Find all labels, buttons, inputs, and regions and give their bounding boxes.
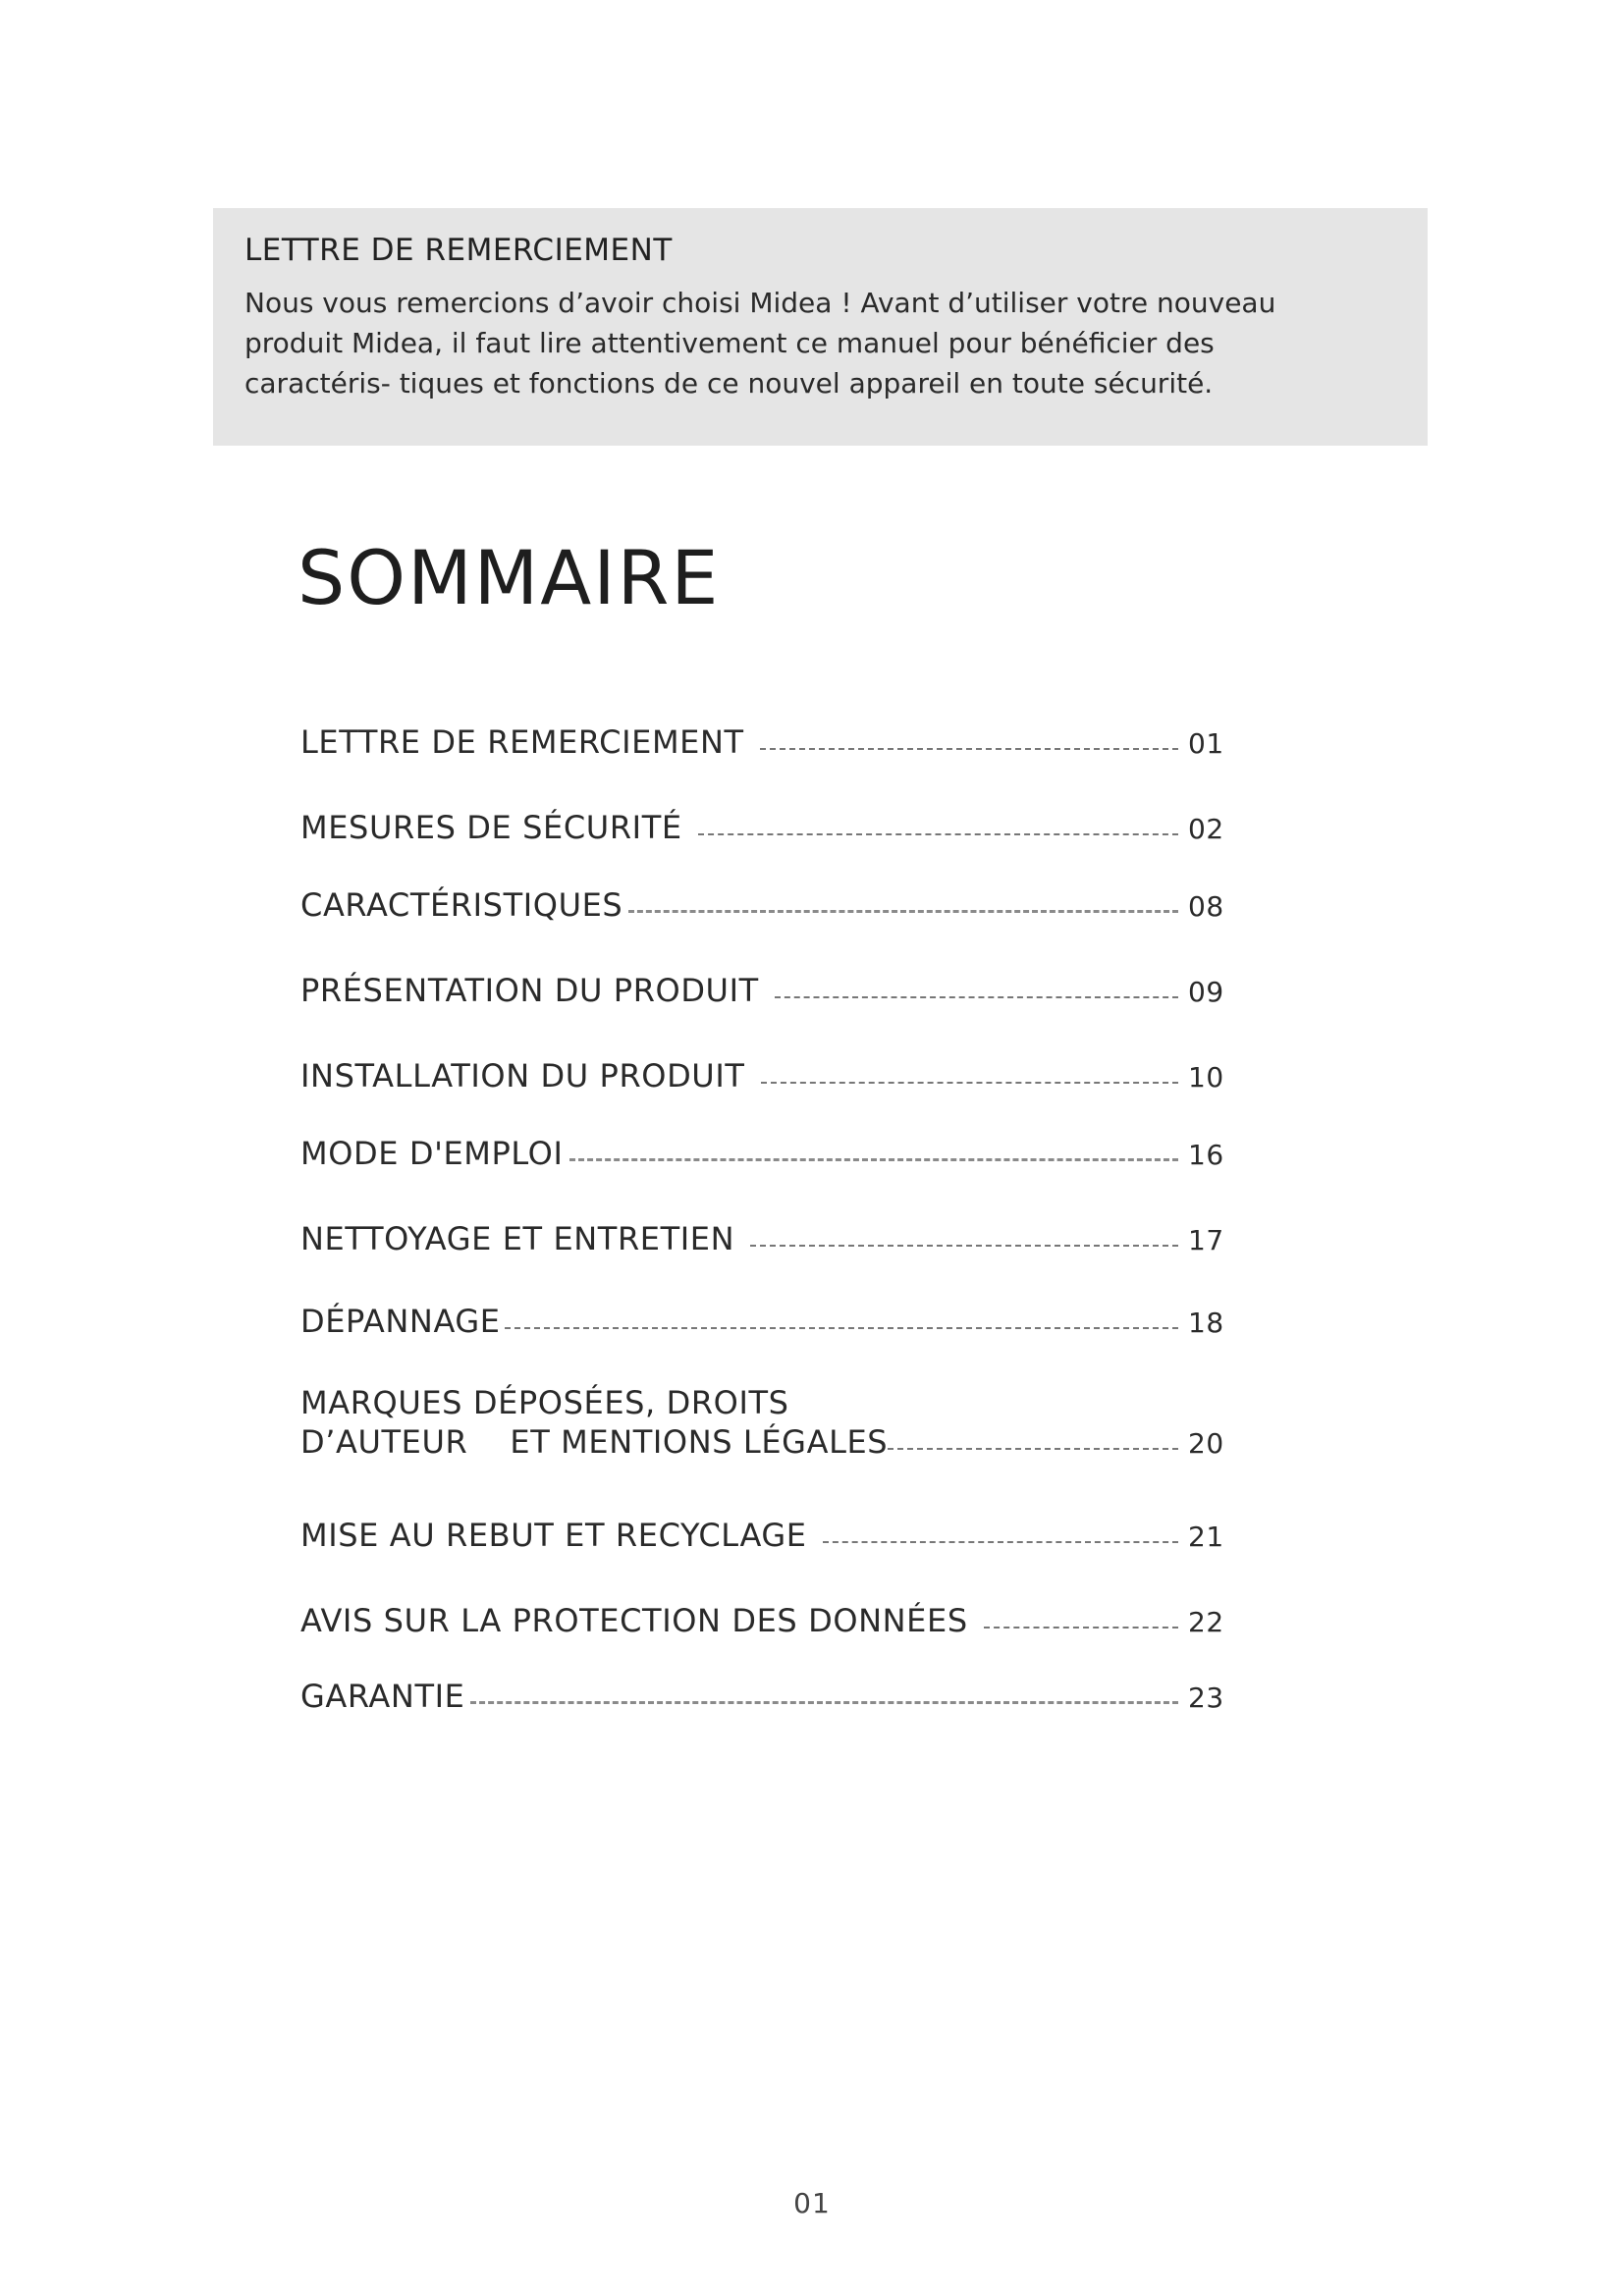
thanks-letter-body (244, 283, 1383, 403)
toc-leader-dots (775, 996, 1178, 998)
toc-leader-dots (984, 1627, 1178, 1629)
toc-entry-page: 21 (1188, 1521, 1224, 1553)
toc-entry-page: 23 (1188, 1682, 1224, 1714)
toc-leader-dots (888, 1448, 1178, 1450)
toc-entry-page: 17 (1188, 1224, 1224, 1256)
toc-entry-label: MODE D'EMPLOI (300, 1135, 564, 1172)
toc-entry-lettre[interactable] (300, 723, 1227, 761)
toc-entry-label: PRÉSENTATION DU PRODUIT (300, 972, 759, 1009)
toc-leader-dots (760, 748, 1178, 750)
toc-entry-label: LETTRE DE REMERCIEMENT (300, 723, 744, 761)
toc-entry-label: AVIS SUR LA PROTECTION DES DONNÉES (300, 1602, 968, 1639)
toc-leader-dots (761, 1082, 1178, 1084)
thanks-letter-line: produit Midea, il faut lire attentivement ce manuel pour bénéficier des (244, 327, 1215, 359)
toc-entry-page: 18 (1188, 1307, 1224, 1339)
toc-leader-dots (698, 833, 1178, 835)
toc-entry-garantie[interactable] (300, 1678, 1227, 1715)
toc-leader-dots (628, 910, 1178, 913)
thanks-letter-title: LETTRE DE REMERCIEMENT (244, 233, 673, 268)
toc-entry-securite[interactable] (300, 809, 1227, 846)
toc-leader-dots (505, 1327, 1178, 1329)
toc-entry-presentation[interactable] (300, 972, 1227, 1009)
toc-entry-depannage[interactable] (300, 1303, 1227, 1340)
thanks-letter-box (213, 208, 1428, 446)
toc-entry-label: CARACTÉRISTIQUES (300, 886, 623, 924)
toc-leader-dots (823, 1541, 1178, 1543)
toc-entry-label (300, 1384, 889, 1461)
toc-entry-page: 01 (1188, 727, 1224, 760)
page-number: 01 (793, 2187, 831, 2219)
toc-entry-protection-donnees[interactable] (300, 1602, 1227, 1639)
toc-leader-dots (569, 1158, 1178, 1161)
toc-entry-label: GARANTIE (300, 1678, 465, 1715)
toc-entry-page: 09 (1188, 976, 1224, 1008)
thanks-letter-line: Nous vous remercions d’avoir choisi Midea ! Avant d’utiliser votre nouveau (244, 287, 1276, 319)
toc-entry-nettoyage[interactable] (300, 1220, 1227, 1257)
toc-entry-caracteristiques[interactable] (300, 886, 1227, 924)
toc-entry-recyclage[interactable] (300, 1517, 1227, 1554)
toc-heading: SOMMAIRE (298, 534, 721, 621)
toc-entry-marques[interactable] (300, 1384, 1227, 1461)
toc-entry-page: 22 (1188, 1606, 1224, 1638)
toc-entry-label: MISE AU REBUT ET RECYCLAGE (300, 1517, 807, 1554)
toc-entry-page: 10 (1188, 1061, 1224, 1094)
thanks-letter-line: caractéris- tiques et fonctions de ce nouvel appareil en toute sécurité. (244, 367, 1214, 400)
toc-entry-label: DÉPANNAGE (300, 1303, 501, 1340)
toc-entry-page: 20 (1188, 1427, 1224, 1460)
toc-entry-label-line1: MARQUES DÉPOSÉES, DROITS (300, 1384, 789, 1421)
toc-entry-mode-emploi[interactable] (300, 1135, 1227, 1172)
toc-entry-label: INSTALLATION DU PRODUIT (300, 1057, 745, 1095)
toc-entry-page: 02 (1188, 813, 1224, 845)
toc-entry-installation[interactable] (300, 1057, 1227, 1095)
toc-leader-dots (470, 1701, 1178, 1704)
toc-entry-label: NETTOYAGE ET ENTRETIEN (300, 1220, 735, 1257)
toc-entry-label: MESURES DE SÉCURITÉ (300, 809, 682, 846)
toc-entry-page: 08 (1188, 890, 1224, 923)
toc-entry-page: 16 (1188, 1139, 1224, 1171)
toc-entry-label-line2: D’AUTEUR ET MENTIONS LÉGALES (300, 1423, 889, 1461)
toc-leader-dots (750, 1245, 1178, 1247)
